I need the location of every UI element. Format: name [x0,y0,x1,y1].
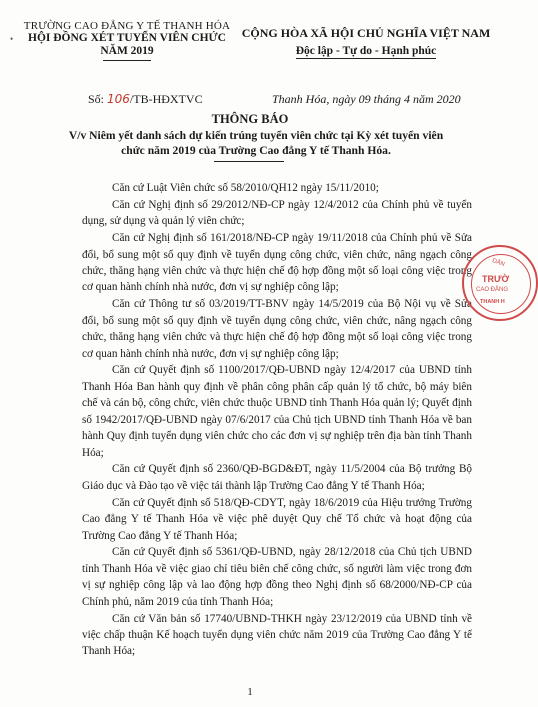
issuer-underline [103,60,151,61]
stamp-text-main: TRƯỜ [482,274,510,284]
red-seal-stamp [462,245,538,321]
paragraph: Căn cứ Nghị định số 161/2018/NĐ-CP ngày 19/11/2018 của Chính phủ về Sửa đổi, bổ sung một số quy định về tuyển dụng công chức, viên chức, nâng ngạch công chức, thăng hạng viên chức và thực hiện chế độ hợp đồng một số loại công việc trong cơ quan hành chính nhà nước, đơn vị sự nghiệp công lập; [82,232,472,294]
paragraph: Căn cứ Văn bản số 17740/UBND-THKH ngày 23/12/2019 của UBND tỉnh về việc chấp thuận Kế hoạch tuyển dụng viên chức năm 2019 của Trường Cao đẳng Y tế Thanh Hóa; [82,612,472,658]
nation-name: CỘNG HÒA XÃ HỘI CHỦ NGHĨA VIỆT NAM [241,26,491,40]
paragraph: Căn cứ Quyết định số 1100/2017/QĐ-UBND ngày 12/4/2017 của UBND tỉnh Thanh Hóa Ban hành quy định về phân công phân cấp quản lý tổ chức, bộ máy biên chế và cán bộ, công chức, viên chức thuộc UBND tỉnh Thanh Hóa quản lý; Quyết định số 1942/2017/QĐ-UBND ngày 07/6/2017 của Chủ tịch UBND tỉnh Thanh Hóa về ban hành Quy định tuyển dụng viên chức cho các đơn vị sự nghiệp trên địa bàn tỉnh Thanh Hóa; [82,364,472,459]
number-value: 106 [107,92,130,106]
subject-line-2: chức năm 2019 của Trường Cao đẳng Y tế Thanh Hóa. [121,144,391,157]
document-body [82,180,472,660]
paragraph: Căn cứ Quyết định số 518/QĐ-CDYT, ngày 18/6/2019 của Hiệu trưởng Trường Cao đẳng Y tế Thanh Hóa về việc phê duyệt Quy chế Tổ chức và hoạt động của Trường Cao đẳng Y tế Thanh Hóa; [82,496,472,542]
paragraph: Căn cứ Nghị định số 29/2012/NĐ-CP ngày 12/4/2012 của Chính phủ về tuyển dụng, sử dụng và quản lý viên chức; [82,198,472,228]
nation-motto: Độc lập - Tự do - Hạnh phúc [295,45,437,57]
stamp-text-bottom: THANH H [480,299,505,305]
paragraph: Căn cứ Quyết định số 2360/QĐ-BGD&ĐT, ngày 11/5/2004 của Bộ trưởng Bộ Giáo dục và Đào tạo về việc tái thành lập Trường Cao đẳng Y tế Thanh Hóa; [82,463,472,492]
stamp-text-mid: CAO ĐẲNG [476,287,509,293]
paragraph: Căn cứ Quyết định số 5361/QĐ-UBND, ngày 28/12/2018 của Chủ tịch UBND tỉnh Thanh Hóa về việc giao chỉ tiêu biên chế công chức, số người làm việc trong đơn vị sự nghiệp công lập và lao động hợp đồng theo Nghị định số 68/2000/NĐ-CP của Chính phủ, năm 2019 của tỉnh Thanh Hóa; [82,546,472,608]
document-date: Thanh Hóa, ngày 09 tháng 4 năm 2020 [272,92,461,106]
issuer-year: NĂM 2019 [100,45,154,57]
subject-underline [214,161,284,162]
paragraph: Căn cứ Thông tư số 03/2019/TT-BNV ngày 14/5/2019 của Bộ Nội vụ về Sửa đổi, bổ sung một số quy định về tuyển dụng công chức, viên chức, nâng ngạch công chức, thăng hạng viên chức và thực hiện chế độ hợp đồng một số loại công việc trong cơ quan hành chính nhà nước, đơn vị sự nghiệp công lập; [82,298,472,360]
national-header [238,26,494,59]
issuer-school: TRƯỜNG CAO ĐẲNG Y TẾ THANH HÓA [23,20,231,32]
document-title: THÔNG BÁO [211,112,289,126]
stamp-text-top: DÂN [491,258,506,268]
document-subject [56,128,456,158]
document-number [88,92,203,107]
paragraph: Căn cứ Luật Viên chức số 58/2010/QH12 ngày 15/11/2010; [112,182,379,194]
issuer-council: HỘI ĐỒNG XÉT TUYỂN VIÊN CHỨC [28,32,226,44]
page-number: 1 [247,686,253,698]
number-suffix: /TB-HĐXTVC [129,92,203,106]
subject-line-1: V/v Niêm yết danh sách dự kiến trúng tuyển viên chức tại Kỳ xét tuyển viên [68,129,444,142]
issuer-block [22,20,232,61]
margin-mark: • [10,34,14,44]
number-prefix: Số: [88,92,105,106]
